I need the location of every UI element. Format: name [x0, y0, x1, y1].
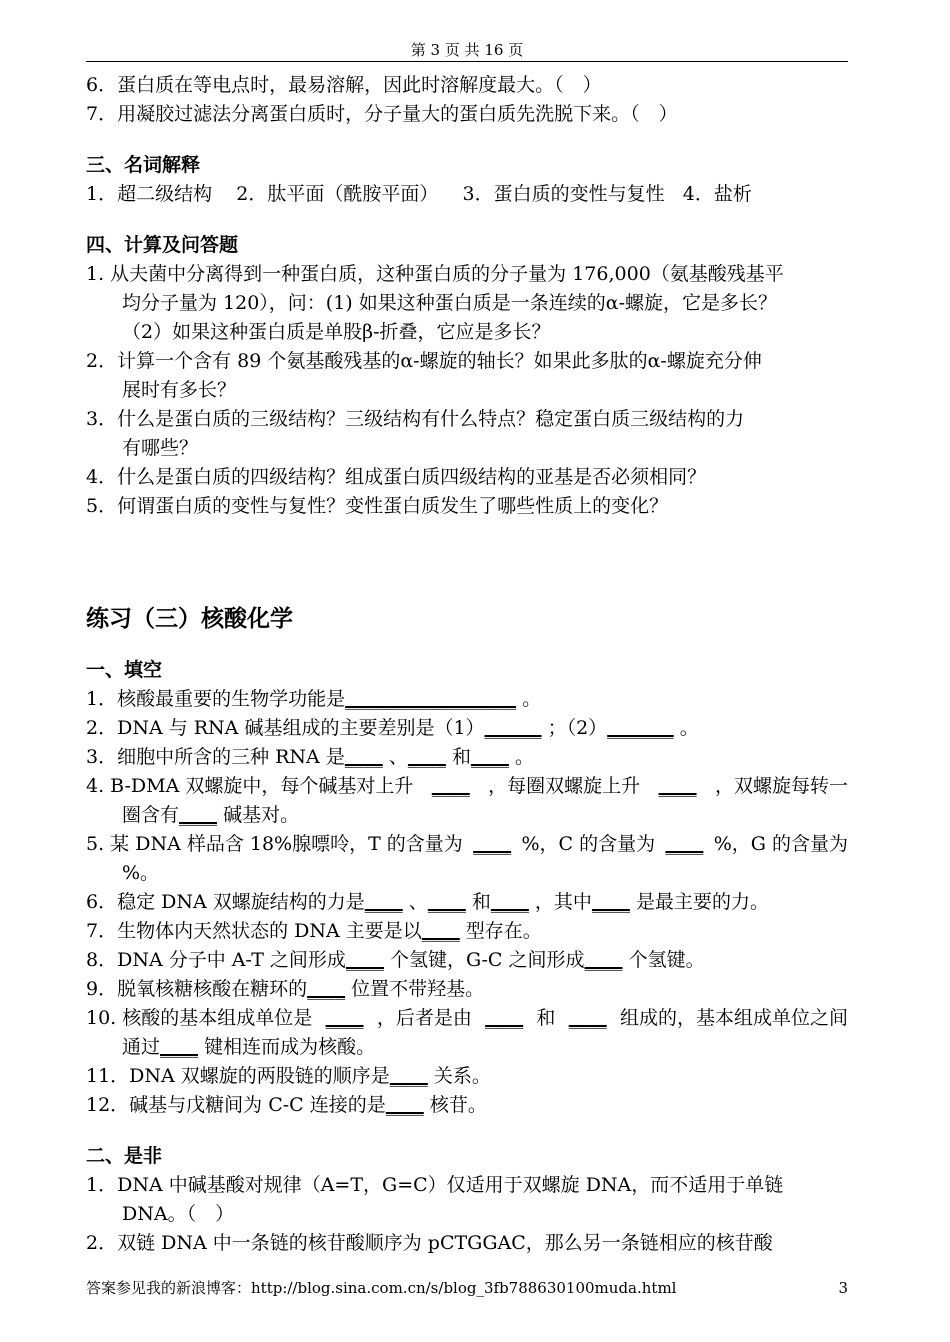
answer-blank: ____ [591, 891, 630, 913]
answer-blank: ____ [364, 891, 403, 913]
calc-item-4: 4．什么是蛋白质的四级结构？组成蛋白质四级结构的亚基是否必须相同？ [86, 466, 707, 488]
text-fragment: 12．碱基与戊糖间为 C-C 连接的是 [86, 1094, 386, 1116]
text-fragment: 键相连而成为核酸。 [204, 1036, 376, 1058]
calc-item-5: 5．何谓蛋白质的变性与复性？变性蛋白质发生了哪些性质上的变化？ [86, 495, 669, 517]
text-fragment: 。 [679, 717, 699, 739]
fill-item-4-cont [86, 801, 848, 830]
judge2-item-2: 2．双链 DNA 中一条链的核苷酸顺序为 pCTGGAC，那么另一条链相应的核苷酸 [86, 1232, 773, 1254]
footer-blog-note: 答案参见我的新浪博客：http://blog.sina.com.cn/s/blog_3fb788630100muda.html [86, 1279, 677, 1297]
text-fragment: ，后者是由 [376, 1007, 472, 1029]
text-fragment: 9．脱氧核糖核酸在糖环的 [86, 978, 308, 1000]
term-item-4: 4．盐析 [682, 183, 752, 205]
text-fragment: %，G 的含量为 [713, 833, 848, 855]
text-fragment: 核苷。 [429, 1094, 487, 1116]
fill-item-1 [86, 685, 848, 714]
answer-blank: ____ [431, 775, 470, 797]
footer-page-number: 3 [838, 1279, 848, 1297]
fill-item-7 [86, 917, 848, 946]
text-fragment: 。 [522, 688, 542, 710]
judge2-item-1-line-2: DNA。（ ） [122, 1203, 235, 1225]
judge2-item-1 [86, 1171, 848, 1229]
answer-blank: ____ [389, 1065, 428, 1087]
answer-blank: ____ [427, 891, 466, 913]
answer-blank: ____ [407, 746, 446, 768]
answer-blank: ____ [179, 804, 218, 826]
calc-item-1-line-1: 1. 从夫菌中分离得到一种蛋白质，这种蛋白质的分子量为 176,000（氨基酸残基平 [86, 263, 784, 285]
text-fragment: ，每圈双螺旋上升 [488, 775, 641, 797]
fill-item-5 [86, 830, 848, 859]
text-fragment: 8．DNA 分子中 A-T 之间形成 [86, 949, 346, 971]
text-fragment: 和 [471, 891, 491, 913]
answer-blank: ____ [658, 775, 697, 797]
fill-item-12 [86, 1091, 848, 1120]
calc-item-3-line-2: 有哪些？ [122, 437, 199, 459]
text-fragment: 关系。 [433, 1065, 491, 1087]
text-fragment: 组成的，基本组成单位之间 [619, 1007, 848, 1029]
answer-blank: ____ [421, 920, 460, 942]
answer-blank: ____ [160, 1036, 199, 1058]
term-item-2: 2．肽平面（酰胺平面） [236, 183, 439, 205]
text-fragment: 6．稳定 DNA 双螺旋结构的力是 [86, 891, 365, 913]
calc-item-3 [86, 405, 848, 463]
answer-blank: ____ [568, 1007, 607, 1029]
answer-blank: ____ [485, 1007, 524, 1029]
page-content [86, 71, 848, 1258]
calc-item-2 [86, 347, 848, 405]
answer-blank: ____ [584, 949, 623, 971]
text-fragment: 11．DNA 双螺旋的两股链的顺序是 [86, 1065, 390, 1087]
text-fragment: 10. 核酸的基本组成单位是 [86, 1007, 313, 1029]
text-fragment: 4. B-DMA 双螺旋中，每个碱基对上升 [86, 775, 414, 797]
text-fragment: 、 [388, 746, 408, 768]
terms-list [86, 180, 848, 209]
text-fragment: 2．DNA 与 RNA 碱基组成的主要差别是（1） [86, 717, 485, 739]
text-fragment: 5. 某 DNA 样品含 18%腺嘌呤，T 的含量为 [86, 833, 463, 855]
text-fragment: 和 [536, 1007, 556, 1029]
answer-blank: ____ [473, 833, 512, 855]
text-fragment: 。 [515, 746, 535, 768]
page-header: 第 3 页 共 16 页 [410, 41, 524, 59]
text-fragment: 7．生物体内天然状态的 DNA 主要是以 [86, 920, 422, 942]
section-heading-judge: 二、是非 [86, 1145, 163, 1167]
fill-item-9 [86, 975, 848, 1004]
answer-blank: ____ [665, 833, 704, 855]
text-fragment: 圈含有 [122, 804, 180, 826]
term-item-3: 3．蛋白质的变性与复性 [462, 183, 665, 205]
answer-blank: ____ [344, 746, 383, 768]
calc-item-3-line-1: 3．什么是蛋白质的三级结构？三级结构有什么特点？稳定蛋白质三级结构的力 [86, 408, 745, 430]
term-item-1: 1．超二级结构 [86, 183, 213, 205]
answer-blank: ____ [307, 978, 346, 1000]
answer-blank: ____ [490, 891, 529, 913]
text-fragment: 个氢键。 [628, 949, 705, 971]
calc-item-2-line-2: 展时有多长？ [122, 379, 237, 401]
fill-item-8 [86, 946, 848, 975]
fill-item-3 [86, 743, 848, 772]
fill-item-6 [86, 888, 848, 917]
fill-item-10 [86, 1004, 848, 1033]
answer-blank: ____ [325, 1007, 364, 1029]
text-fragment: 3．细胞中所含的三种 RNA 是 [86, 746, 345, 768]
answer-blank: __________________ [345, 688, 517, 710]
header-divider [86, 61, 848, 62]
calc-item-2-line-1: 2．计算一个含有 89 个氨基酸残基的α-螺旋的轴长？如果此多肽的α-螺旋充分伸 [86, 350, 762, 372]
text-fragment: 1．核酸最重要的生物学功能是 [86, 688, 346, 710]
text-fragment: 碱基对。 [223, 804, 300, 826]
fill-item-10-cont [86, 1033, 848, 1062]
fill-item-4 [86, 772, 848, 801]
answer-blank: ______ [484, 717, 542, 739]
section-heading-fill: 一、填空 [86, 659, 163, 681]
text-fragment: %，C 的含量为 [521, 833, 656, 855]
answer-blank: ____ [470, 746, 509, 768]
fill-item-5-cont: %。 [122, 862, 160, 884]
text-fragment: 型存在。 [465, 920, 542, 942]
section-heading-terms: 三、名词解释 [86, 154, 201, 176]
text-fragment: 位置不带羟基。 [351, 978, 485, 1000]
text-fragment: ，其中 [534, 891, 592, 913]
text-fragment: 、 [408, 891, 428, 913]
answer-blank: ____ [385, 1094, 424, 1116]
calc-item-1 [86, 260, 848, 347]
calc-item-1-line-3: （2）如果这种蛋白质是单股β-折叠，它应是多长？ [122, 321, 551, 343]
answer-blank: _______ [607, 717, 674, 739]
text-fragment: 和 [451, 746, 471, 768]
calc-item-1-line-2: 均分子量为 120），问：(1) 如果这种蛋白质是一条连续的α-螺旋，它是多长？ [122, 292, 778, 314]
section-heading-calc: 四、计算及问答题 [86, 234, 239, 256]
text-fragment: 通过 [122, 1036, 161, 1058]
exercise-title: 练习（三）核酸化学 [86, 606, 293, 632]
text-fragment: 个氢键，G-C 之间形成 [389, 949, 585, 971]
judge-item-7: 7．用凝胶过滤法分离蛋白质时，分子量大的蛋白质先洗脱下来。（ ） [86, 103, 678, 125]
fill-item-11 [86, 1062, 848, 1091]
answer-blank: ____ [345, 949, 384, 971]
text-fragment: ；（2） [547, 717, 608, 739]
text-fragment: 是最主要的力。 [635, 891, 769, 913]
page-footer [86, 1278, 848, 1298]
judge2-item-1-line-1: 1．DNA 中碱基酸对规律（A=T，G=C）仅适用于双螺旋 DNA，而不适用于单链 [86, 1174, 784, 1196]
fill-item-2 [86, 714, 848, 743]
text-fragment: ，双螺旋每转一 [714, 775, 848, 797]
judge-item-6: 6．蛋白质在等电点时，最易溶解，因此时溶解度最大。（ ） [86, 74, 602, 96]
